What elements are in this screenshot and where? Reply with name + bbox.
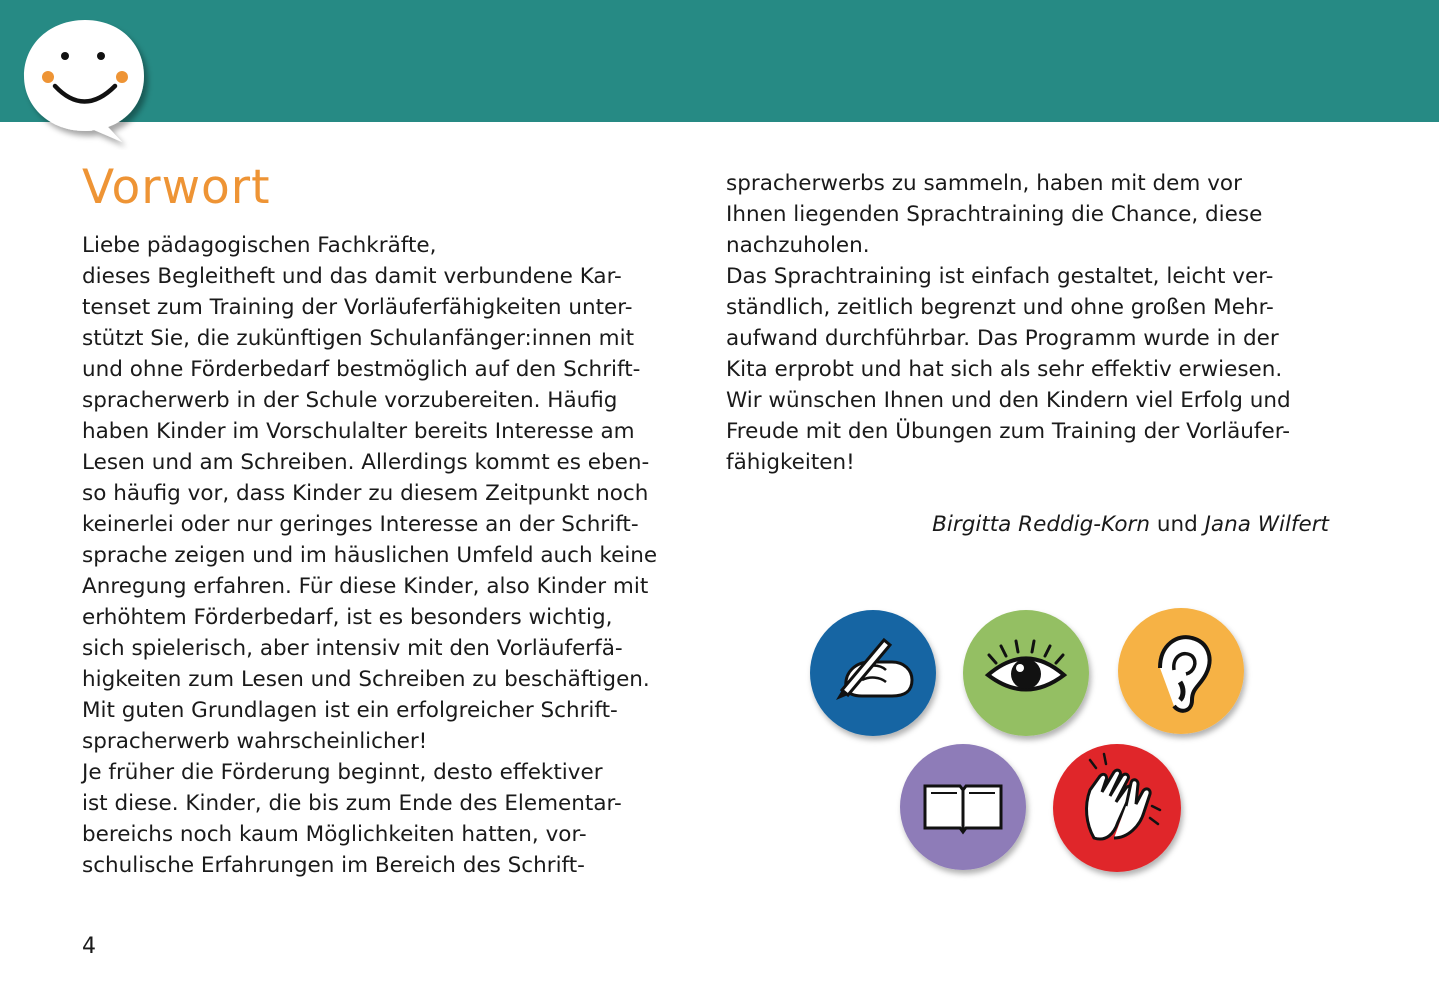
text-line: erhöhtem Förderbedarf, ist es besonders wichtig, bbox=[82, 605, 613, 630]
text-line: ist diese. Kinder, die bis zum Ende des Elementar- bbox=[82, 791, 622, 816]
text-line: nachzuholen. bbox=[726, 233, 870, 258]
page-number: 4 bbox=[82, 934, 96, 959]
text-line: aufwand durchführbar. Das Programm wurde in der bbox=[726, 326, 1279, 351]
text-line: dieses Begleitheft und das damit verbundene Kar- bbox=[82, 264, 622, 289]
header-band bbox=[0, 0, 1439, 122]
text-line: sprache zeigen und im häuslichen Umfeld auch keine bbox=[82, 543, 658, 568]
text-line: spracherwerb in der Schule vorzubereiten. Häufig bbox=[82, 388, 618, 413]
text-line: Ihnen liegenden Sprachtraining die Chance, diese bbox=[726, 202, 1263, 227]
text-line: schulische Erfahrungen im Bereich des Schrift- bbox=[82, 853, 585, 878]
text-line: Mit guten Grundlagen ist ein erfolgreicher Schrift- bbox=[82, 698, 618, 723]
activity-icons bbox=[800, 600, 1260, 890]
text-line: bereichs noch kaum Möglichkeiten hatten, vor- bbox=[82, 822, 587, 847]
text-line: so häufig vor, dass Kinder zu diesem Zeitpunkt noch bbox=[82, 481, 649, 506]
text-line: spracherwerb wahrscheinlicher! bbox=[82, 729, 428, 754]
writing-hand-icon bbox=[810, 610, 936, 736]
ear-icon bbox=[1118, 608, 1244, 734]
author-name: Jana Wilfert bbox=[1204, 512, 1329, 537]
open-book-icon bbox=[900, 744, 1026, 870]
text-line: Liebe pädagogischen Fachkräfte, bbox=[82, 233, 437, 258]
signature-connector: und bbox=[1149, 512, 1205, 537]
text-line: keinerlei oder nur geringes Interesse an der Schrift- bbox=[82, 512, 639, 537]
text-line: Kita erprobt und hat sich als sehr effektiv erwiesen. bbox=[726, 357, 1283, 382]
left-text-column bbox=[82, 230, 657, 881]
smiley-speech-bubble-icon bbox=[16, 14, 154, 150]
right-text-column bbox=[726, 168, 1291, 478]
text-line: Lesen und am Schreiben. Allerdings kommt es eben- bbox=[82, 450, 650, 475]
text-line: ständlich, zeitlich begrenzt und ohne großen Mehr- bbox=[726, 295, 1274, 320]
text-line: haben Kinder im Vorschulalter bereits Interesse am bbox=[82, 419, 635, 444]
text-line: higkeiten zum Lesen und Schreiben zu beschäftigen. bbox=[82, 667, 650, 692]
author-name: Birgitta Reddig-Korn bbox=[932, 512, 1150, 537]
signature bbox=[932, 509, 1329, 540]
text-line: Je früher die Förderung beginnt, desto effektiver bbox=[82, 760, 603, 785]
page-title: Vorwort bbox=[82, 160, 271, 215]
text-line: sich spielerisch, aber intensiv mit den Vorläuferfä- bbox=[82, 636, 623, 661]
text-line: spracherwerbs zu sammeln, haben mit dem vor bbox=[726, 171, 1242, 196]
text-line: fähigkeiten! bbox=[726, 450, 855, 475]
text-line: Das Sprachtraining ist einfach gestaltet, leicht ver- bbox=[726, 264, 1274, 289]
eye-icon bbox=[963, 610, 1089, 736]
text-line: Anregung erfahren. Für diese Kinder, also Kinder mit bbox=[82, 574, 649, 599]
text-line: stützt Sie, die zukünftigen Schulanfänger:innen mit bbox=[82, 326, 635, 351]
text-line: und ohne Förderbedarf bestmöglich auf den Schrift- bbox=[82, 357, 641, 382]
text-line: Wir wünschen Ihnen und den Kindern viel Erfolg und bbox=[726, 388, 1291, 413]
text-line: Freude mit den Übungen zum Training der Vorläufer- bbox=[726, 419, 1290, 444]
text-line: tenset zum Training der Vorläuferfähigkeiten unter- bbox=[82, 295, 633, 320]
clapping-hands-icon bbox=[1053, 744, 1181, 872]
